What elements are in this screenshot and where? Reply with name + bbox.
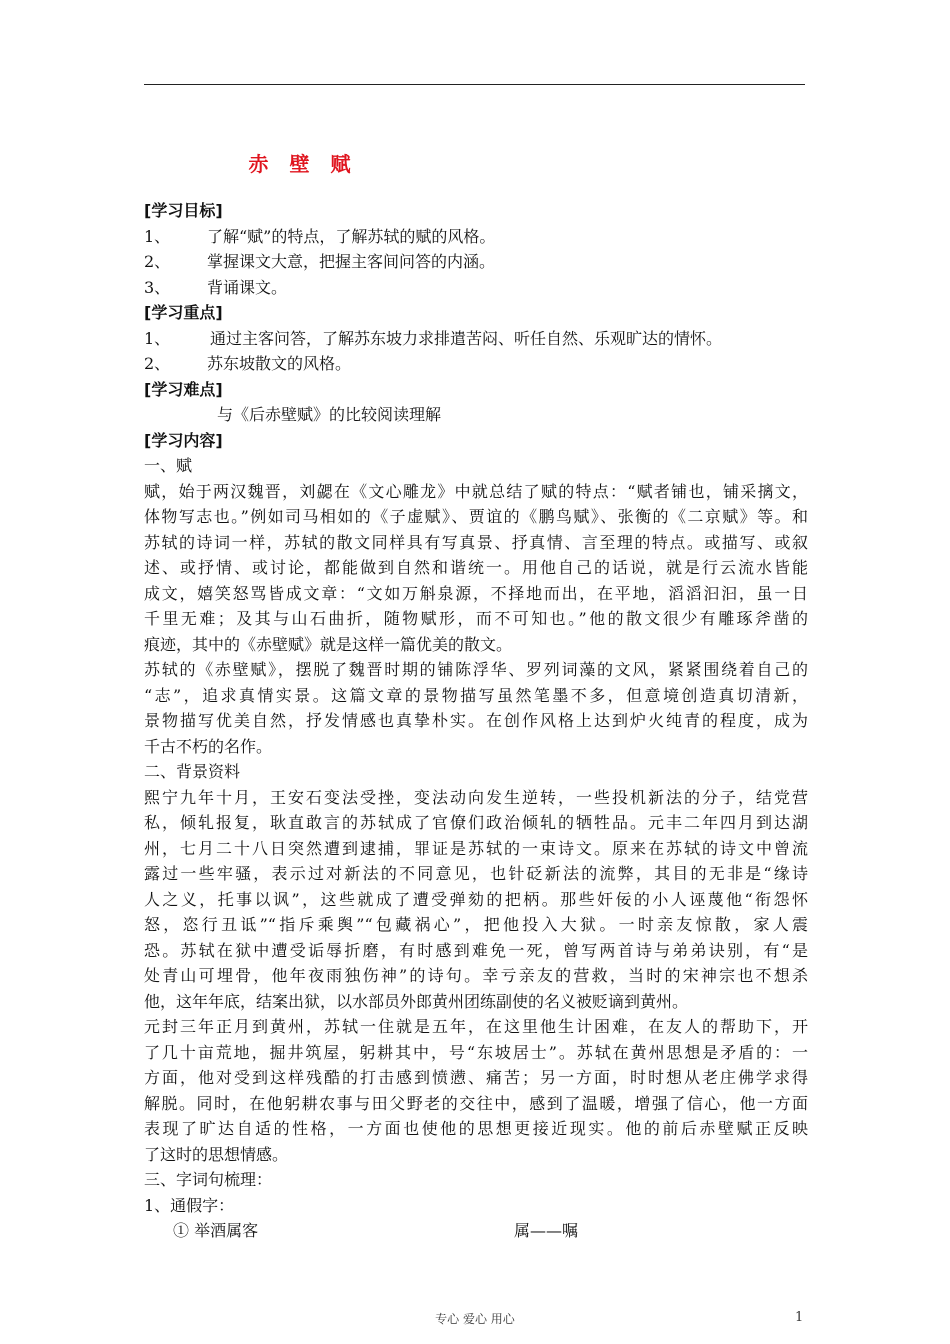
text-line: 露过一些牢骚，表示过对新法的不同意见，也针砭新法的流弊，其目的无非是“缘诗	[144, 864, 808, 883]
goals-heading: [学习目标]	[144, 201, 223, 220]
item-text: 掌握课文大意，把握主客间问答的内涵。	[207, 252, 496, 271]
difficulty-heading: [学习难点]	[144, 379, 223, 399]
text-line: 方面，他对受到这样残酷的打击感到愤懑、痛苦；另一方面，时时想从老庄佛学求得	[144, 1068, 808, 1087]
text-line: 述、或抒情、或讨论，都能做到自然和谐统一。用他自己的话说，就是行云流水皆能	[144, 558, 808, 577]
text-line: 苏轼的诗词一样，苏轼的散文同样具有写真景、抒真情、言至理的特点。或描写、或叙	[144, 532, 808, 552]
part1-heading: 一、赋	[144, 456, 193, 475]
text-line: 了几十亩荒地，掘井筑屋，躬耕其中，号“东坡居士”。苏轼在黄州思想是矛盾的：一	[144, 1042, 808, 1062]
item-number: 1、	[144, 328, 171, 348]
document-body	[144, 198, 808, 1244]
text-line: 苏轼的《赤壁赋》，摆脱了魏晋时期的铺陈浮华、罗列词藻的文风，紧紧围绕着自己的	[144, 660, 808, 679]
list-item	[144, 326, 808, 352]
list-item	[144, 275, 808, 301]
part3-heading: 三、字词句梳理：	[144, 1170, 273, 1189]
page-number: 1	[795, 1310, 804, 1325]
text-line: 成文，嬉笑怒骂皆成文章：“文如万斛泉源，不择地而出，在平地，滔滔汩汩，虽一日	[144, 583, 808, 603]
text-line: 了这时的思想情感。	[144, 1144, 289, 1164]
text-line: 他，这年年底，结案出狱，以水部员外郎黄州团练副使的名义被贬谪到黄州。	[144, 991, 689, 1011]
text-line: 恐。苏轼在狱中遭受诟辱折磨，有时感到难免一死，曾写两首诗与弟弟诀别，有“是	[144, 940, 808, 960]
paragraph-huangzhou	[144, 1014, 808, 1167]
paragraph-fu-intro	[144, 479, 808, 658]
item-text: 了解“赋”的特点，了解苏轼的赋的风格。	[207, 226, 496, 246]
text-line: 怒，恣行丑诋”“指斥乘舆”“包藏祸心”，把他投入大狱。一时亲友惊散，家人震	[144, 915, 808, 934]
text-line: 千里无难；及其与山石曲折，随物赋形，而不可知也。”他的散文很少有雕琢斧凿的	[144, 609, 808, 628]
text-line: 解脱。同时，在他躬耕农事与田父野老的交往中，感到了温暖，增强了信心，他一方面	[144, 1093, 808, 1113]
footer-motto: 专心 爱心 用心	[435, 1312, 515, 1326]
item-number: 1、	[144, 226, 171, 246]
list-item	[144, 351, 808, 377]
item-number: 3、	[144, 277, 171, 297]
text-line: 熙宁九年十月，王安石变法受挫，变法动向发生逆转，一些投机新法的分子，结党营	[144, 787, 808, 807]
text-line: 景物描写优美自然，抒发情感也真挚朴实。在创作风格上达到炉火纯青的程度，成为	[144, 711, 808, 730]
text-line: 元封三年正月到黄州，苏轼一住就是五年，在这里他生计困难，在友人的帮助下，开	[144, 1017, 808, 1036]
text-line: 人之义，托事以讽”，这些就成了遭受弹劾的把柄。那些奸佞的小人诬蔑他“衔怨怀	[144, 889, 808, 909]
content-heading: [学习内容]	[144, 430, 223, 450]
text-line: 千古不朽的名作。	[144, 736, 273, 756]
paragraph-background	[144, 785, 808, 1015]
item-number: 2、	[144, 252, 171, 271]
list-item	[144, 224, 808, 250]
text-line: 私，倾轧报复，耿直敢言的苏轼成了官僚们政治倾轧的牺牲品。元丰二年四月到达湖	[144, 813, 808, 832]
example-gloss: 属——嘱	[514, 1221, 579, 1240]
text-line: 表现了旷达自适的性格，一方面也使他的思想更接近现实。他的前后赤壁赋正反映	[144, 1119, 808, 1138]
item-number: 2、	[144, 354, 171, 373]
text-line: “志”，追求真情实景。这篇文章的景物描写虽然笔墨不多，但意境创造真切清新，	[144, 685, 808, 705]
text-line: 体物写志也。”例如司马相如的《子虚赋》、贾谊的《鹏鸟赋》、张衡的《二京赋》等。和	[144, 507, 808, 526]
example-text: ① 举酒属客	[173, 1221, 259, 1240]
difficulty-text: 与《后赤壁赋》的比较阅读理解	[217, 405, 442, 424]
sub1-heading: 1、通假字：	[144, 1195, 235, 1215]
focus-heading: [学习重点]	[144, 303, 223, 322]
text-line: 痕迹，其中的《赤壁赋》就是这样一篇优美的散文。	[144, 634, 513, 654]
list-item	[144, 249, 808, 275]
item-text: 苏东坡散文的风格。	[207, 354, 352, 373]
part2-heading: 二、背景资料	[144, 762, 241, 781]
paragraph-chibi-style	[144, 657, 808, 759]
text-line: 处青山可埋骨，他年夜雨独伤神”的诗句。幸亏亲友的营救，当时的宋神宗也不想杀	[144, 966, 808, 985]
page-title: 赤 壁 赋	[248, 152, 358, 176]
item-text: 通过主客问答，了解苏东坡力求排遣苦闷、听任自然、乐观旷达的情怀。	[210, 328, 723, 348]
text-line: 赋，始于两汉魏晋，刘勰在《文心雕龙》中就总结了赋的特点：“赋者铺也，铺采摛文，	[144, 481, 808, 501]
example-row	[144, 1218, 808, 1244]
header-rule	[144, 84, 805, 85]
item-text: 背诵课文。	[207, 277, 288, 297]
text-line: 州，七月二十八日突然遭到逮捕，罪证是苏轼的一束诗文。原来在苏轼的诗文中曾流	[144, 838, 808, 858]
